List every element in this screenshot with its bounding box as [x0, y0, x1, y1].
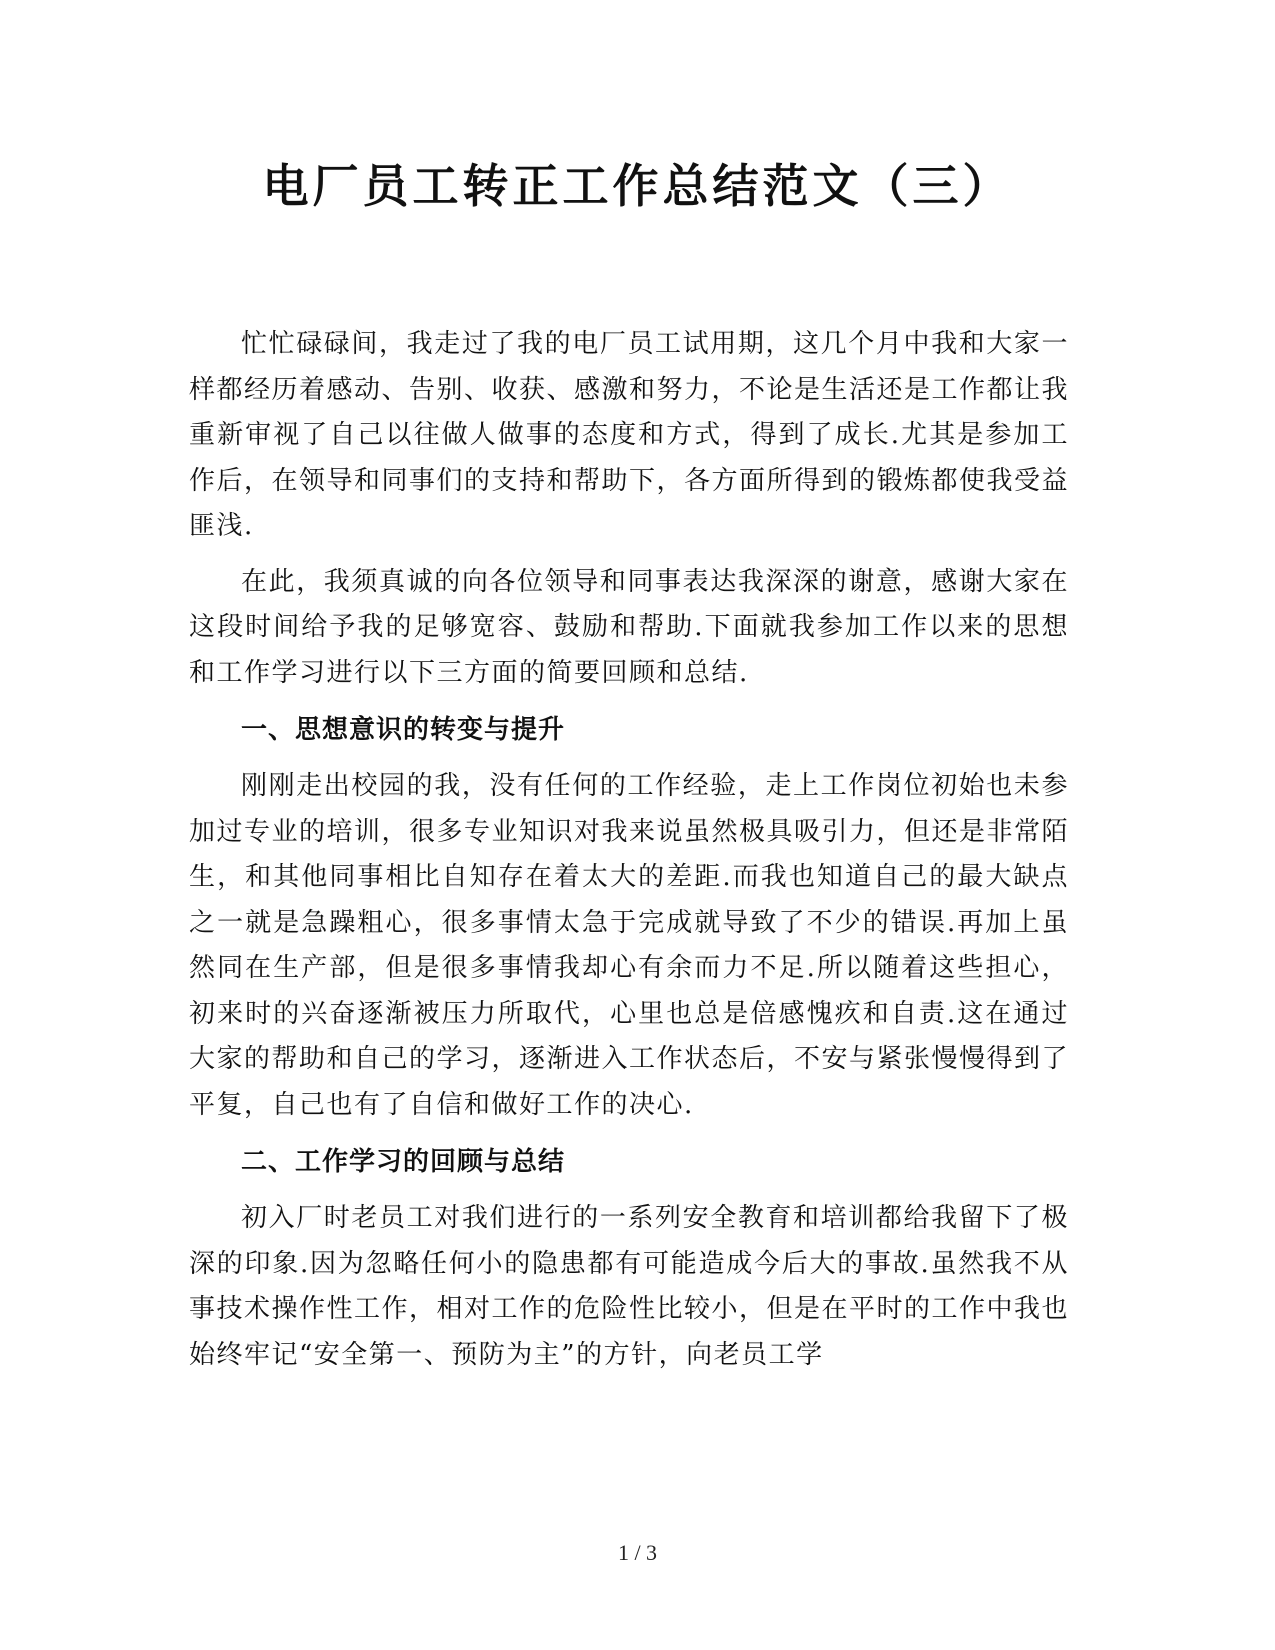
- page-number: 1 / 3: [617, 1540, 658, 1565]
- section-2-paragraph: 初入厂时老员工对我们进行的一系列安全教育和培训都给我留下了极深的印象.因为忽略任何小的隐患都有可能造成今后大的事故.虽然我不从事技术操作性工作，相对工作的危险性比较小，但是在平时的工作中我也始终牢记“安全第一、预防为主”的方针，向老员工学: [189, 1203, 1070, 1370]
- intro-paragraph-2: 在此，我须真诚的向各位领导和同事表达我深深的谢意，感谢大家在这段时间给予我的足够宽容、鼓励和帮助.下面就我参加工作以来的思想和工作学习进行以下三方面的简要回顾和总结.: [189, 566, 1069, 688]
- section-1-heading: 一、思想意识的转变与提升: [241, 715, 566, 745]
- section-2-heading: 二、工作学习的回顾与总结: [241, 1147, 566, 1177]
- intro-paragraph-1: 忙忙碌碌间，我走过了我的电厂员工试用期，这几个月中我和大家一样都经历着感动、告别、收获、感激和努力，不论是生活还是工作都让我重新审视了自己以往做人做事的态度和方式，得到了成长.尤其是参加工作后，在领导和同事们的支持和帮助下，各方面所得到的锻炼都使我受益匪浅.: [189, 329, 1070, 541]
- section-1-paragraph: 刚刚走出校园的我，没有任何的工作经验，走上工作岗位初始也未参加过专业的培训，很多专业知识对我来说虽然极具吸引力，但还是非常陌生，和其他同事相比自知存在着太大的差距.而我也知道自己的最大缺点之一就是急躁粗心，很多事情太急于完成就导致了不少的错误.再加上虽然同在生产部，但是很多事情我却心有余而力不足.所以随着这些担心，初来时的兴奋逐渐被压力所取代，心里也总是倍感愧疚和自责.这在通过大家的帮助和自己的学习，逐渐进入工作状态后，不安与紧张慢慢得到了平复，自己也有了自信和做好工作的决心.: [189, 771, 1070, 1120]
- document-body: [189, 322, 1069, 1388]
- document-title: 电厂员工转正工作总结范文（三）: [262, 159, 1013, 213]
